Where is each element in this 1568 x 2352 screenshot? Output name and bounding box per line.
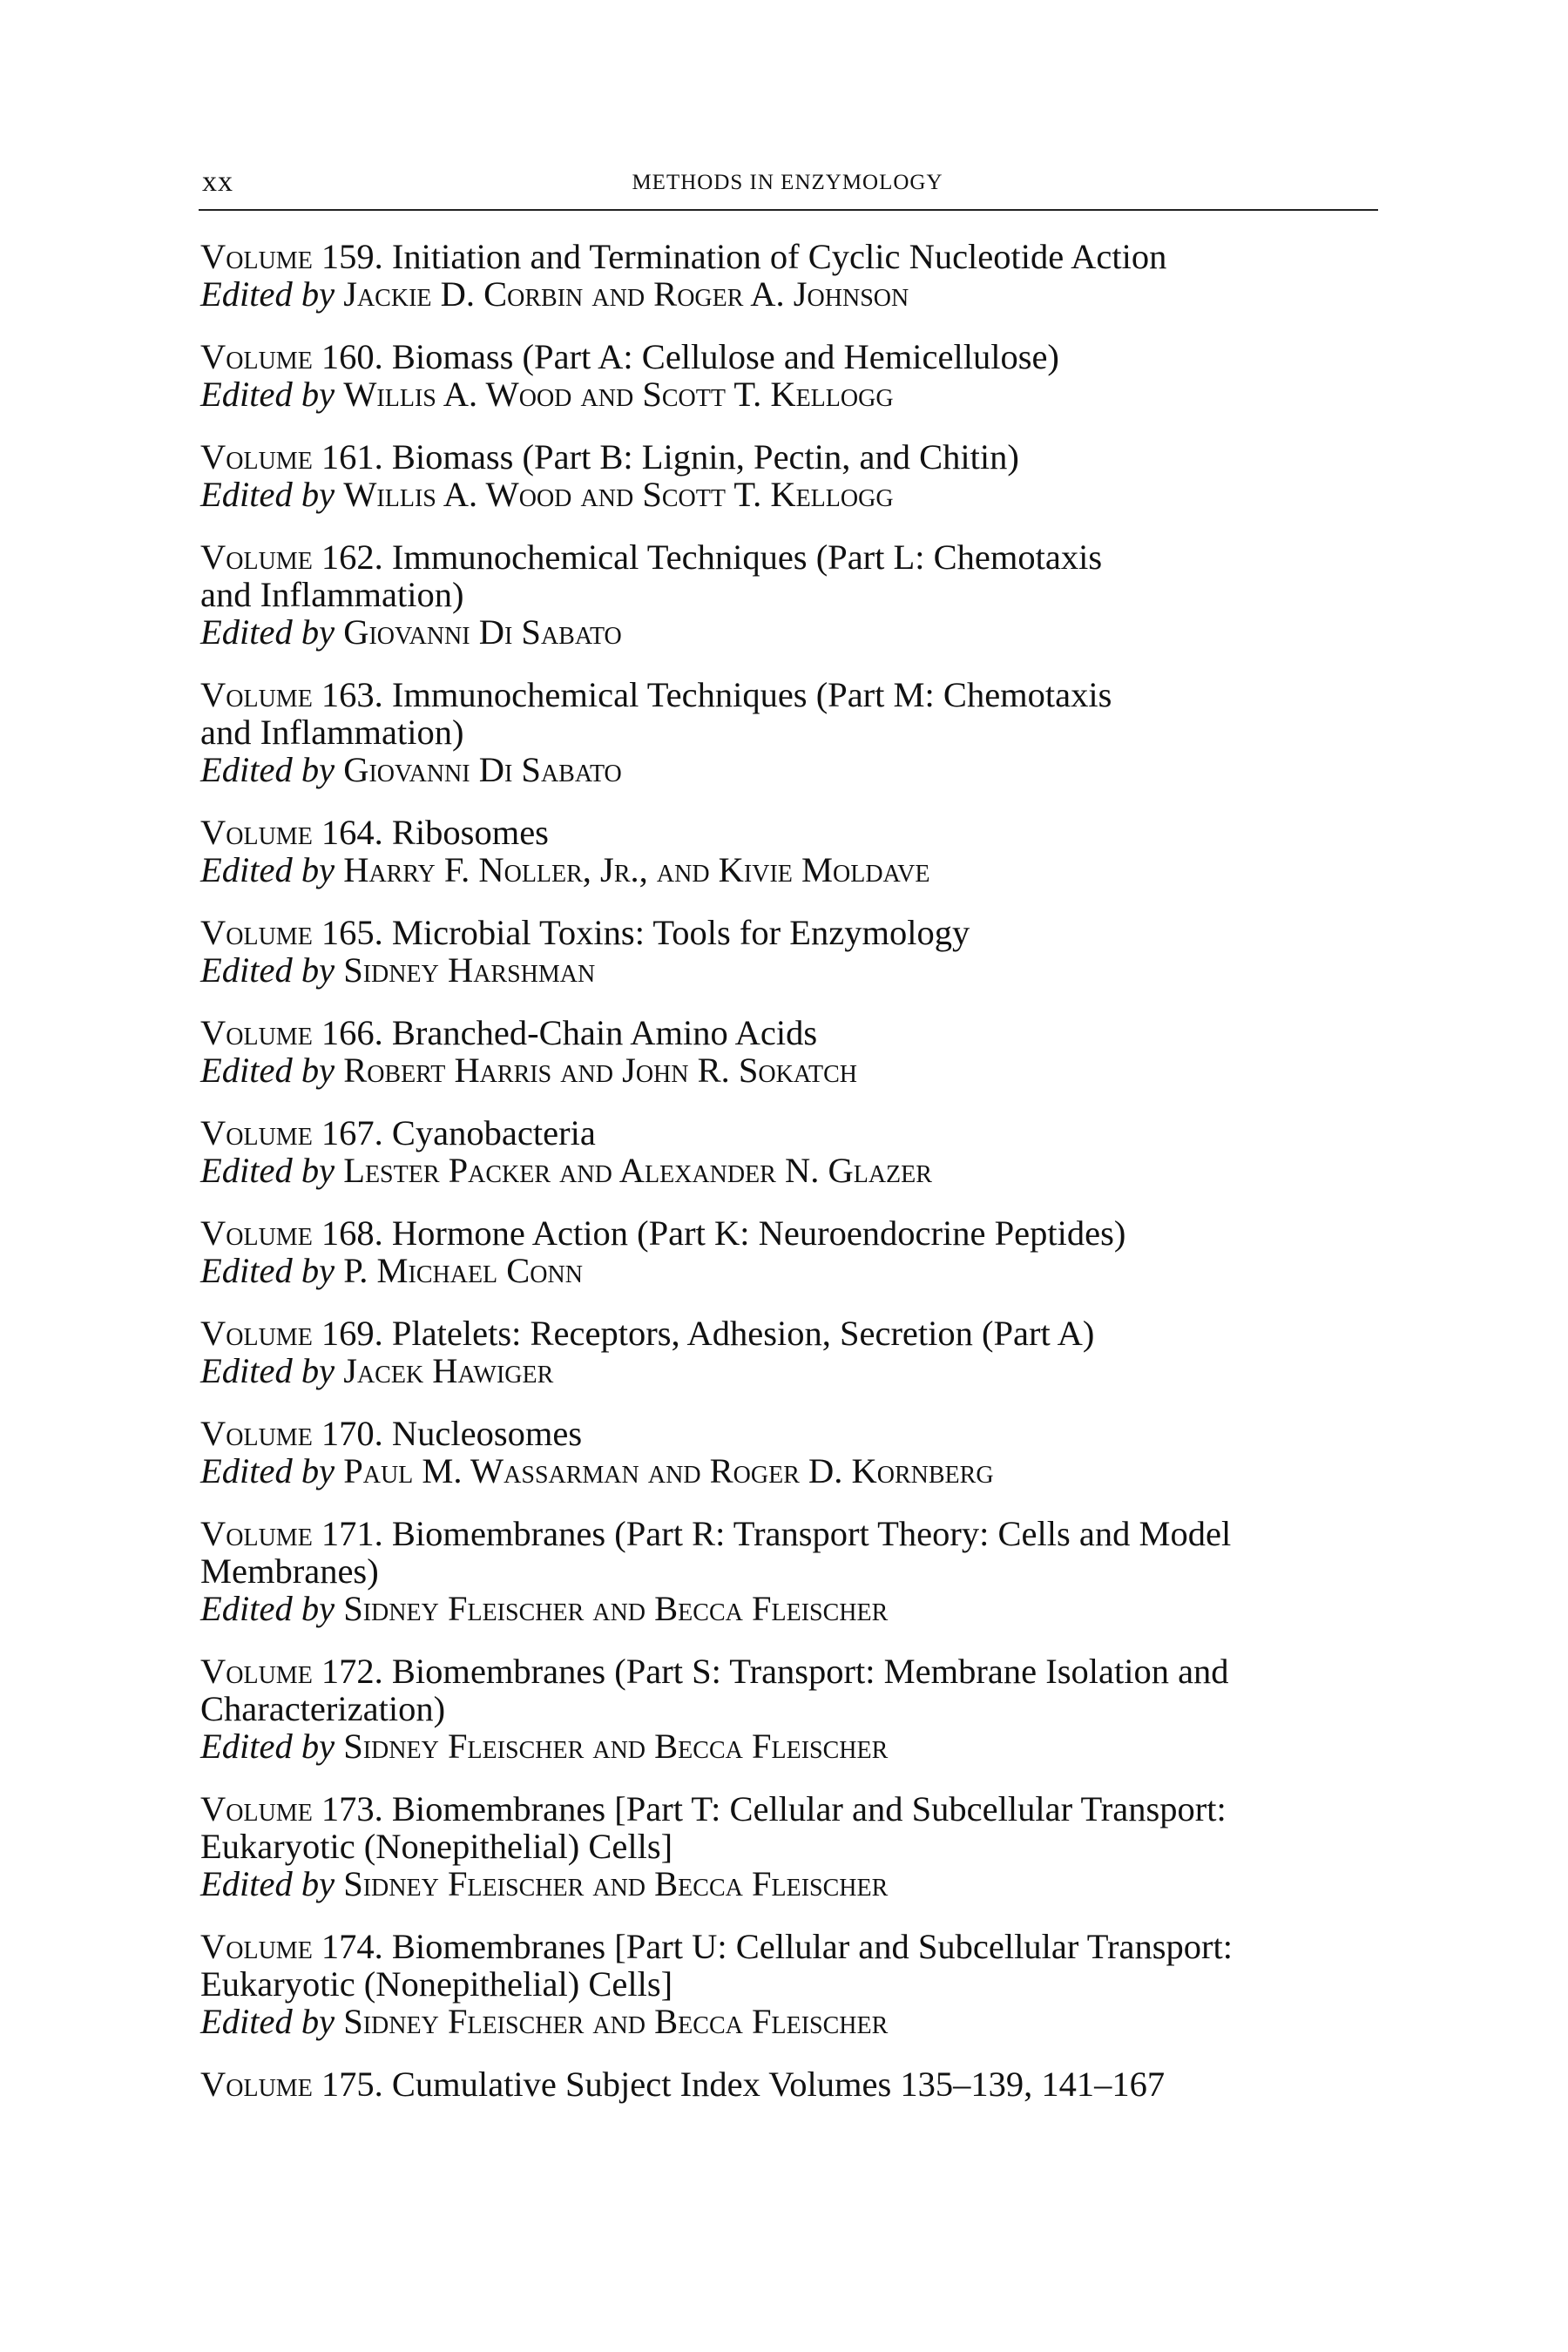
volume-entry [200, 1315, 1376, 1389]
volume-editors-line [200, 275, 1376, 313]
editor-names: Harry F. Noller, Jr., and Kivie Moldave [343, 850, 930, 889]
edited-by-label: Edited by [200, 375, 335, 414]
edited-by-label: Edited by [200, 750, 335, 789]
running-head: METHODS IN ENZYMOLOGY [632, 171, 943, 194]
volume-number-title: 159. Initiation and Termination of Cyclic Nucleotide Action [321, 237, 1167, 276]
volume-title-line [200, 1114, 1376, 1152]
editor-names: Giovanni Di Sabato [343, 750, 622, 789]
volume-label: Volume [200, 1514, 313, 1553]
volume-label: Volume [200, 1314, 313, 1353]
page-number: xx [202, 166, 233, 198]
volume-label: Volume [200, 537, 313, 577]
volume-title-line [200, 676, 1376, 713]
editor-names: Sidney Fleischer and Becca Fleischer [343, 2002, 889, 2041]
volume-title-continuation: Eukaryotic (Nonepithelial) Cells] [200, 1827, 673, 1866]
volume-number-title: 173. Biomembranes [Part T: Cellular and Subcellular Transport: [321, 1789, 1227, 1828]
volume-label: Volume [200, 1213, 313, 1253]
volume-editors-line [200, 851, 1376, 889]
volume-number-title: 162. Immunochemical Techniques (Part L: Chemotaxis [321, 537, 1103, 577]
volume-title-continuation: Eukaryotic (Nonepithelial) Cells] [200, 1964, 673, 2004]
edited-by-label: Edited by [200, 2002, 335, 2041]
editor-names: Willis A. Wood and Scott T. Kellogg [343, 375, 894, 414]
edited-by-label: Edited by [200, 1151, 335, 1190]
volume-label: Volume [200, 237, 313, 276]
edited-by-label: Edited by [200, 950, 335, 990]
volume-number-title: 167. Cyanobacteria [321, 1113, 596, 1152]
volume-title-line [200, 538, 1376, 576]
volume-entry [200, 1928, 1376, 2040]
volume-title-continuation: Characterization) [200, 1689, 446, 1728]
volume-editors-line [200, 613, 1376, 651]
editor-names: Jacek Hawiger [343, 1351, 554, 1390]
volume-editors-line [200, 1865, 1376, 1903]
volume-editors-line [200, 375, 1376, 413]
volume-label: Volume [200, 1789, 313, 1828]
volume-entry [200, 814, 1376, 889]
volume-editors-line [200, 1590, 1376, 1627]
volume-title-line [200, 1415, 1376, 1452]
editor-names: Sidney Fleischer and Becca Fleischer [343, 1589, 889, 1628]
volume-number-title: 170. Nucleosomes [321, 1414, 583, 1453]
volume-editors-line [200, 1352, 1376, 1389]
editor-names: Paul M. Wassarman and Roger D. Kornberg [343, 1451, 994, 1490]
edited-by-label: Edited by [200, 475, 335, 514]
volume-number-title: 163. Immunochemical Techniques (Part M: Chemotaxis [321, 675, 1112, 714]
volume-title-continuation: and Inflammation) [200, 713, 464, 752]
page-header [199, 164, 1376, 200]
volume-title-line [200, 1652, 1376, 1690]
volume-entry [200, 1014, 1376, 1089]
volume-label: Volume [200, 437, 313, 476]
volume-title-line [200, 1014, 1376, 1051]
volume-entry [200, 1515, 1376, 1627]
volume-number-title: 175. Cumulative Subject Index Volumes 135–139, 141–167 [321, 2065, 1166, 2104]
edited-by-label: Edited by [200, 274, 335, 314]
volume-label: Volume [200, 1013, 313, 1052]
volume-editors-line [200, 1051, 1376, 1089]
edited-by-label: Edited by [200, 850, 335, 889]
volume-entry [200, 238, 1376, 313]
volume-title-line [200, 1790, 1376, 1828]
header-rule [199, 209, 1378, 211]
edited-by-label: Edited by [200, 1251, 335, 1290]
edited-by-label: Edited by [200, 1864, 335, 1903]
volume-title-continuation: and Inflammation) [200, 575, 464, 614]
volume-title-line [200, 814, 1376, 851]
volume-label: Volume [200, 1414, 313, 1453]
volume-entry [200, 438, 1376, 513]
volume-title-line [200, 338, 1376, 375]
volume-editors-line [200, 751, 1376, 788]
volume-title-line [200, 1515, 1376, 1552]
editor-names: Sidney Fleischer and Becca Fleischer [343, 1727, 889, 1766]
volume-list [200, 238, 1376, 2128]
volume-entry [200, 1790, 1376, 1903]
edited-by-label: Edited by [200, 1451, 335, 1490]
volume-entry [200, 914, 1376, 989]
editor-names: Giovanni Di Sabato [343, 612, 622, 652]
volume-number-title: 168. Hormone Action (Part K: Neuroendocrine Peptides) [321, 1213, 1126, 1253]
volume-editors-line [200, 951, 1376, 989]
volume-label: Volume [200, 1113, 313, 1152]
volume-editors-line [200, 1152, 1376, 1189]
edited-by-label: Edited by [200, 1351, 335, 1390]
volume-number-title: 174. Biomembranes [Part U: Cellular and Subcellular Transport: [321, 1927, 1233, 1966]
edited-by-label: Edited by [200, 1589, 335, 1628]
volume-editors-line [200, 1452, 1376, 1490]
editor-names: Jackie D. Corbin and Roger A. Johnson [343, 274, 909, 314]
volume-label: Volume [200, 813, 313, 852]
volume-title-continuation: Membranes) [200, 1551, 379, 1591]
volume-entry [200, 1415, 1376, 1490]
volume-entry [200, 1214, 1376, 1289]
edited-by-label: Edited by [200, 1051, 335, 1090]
volume-editors-line [200, 476, 1376, 513]
volume-title-line [200, 914, 1376, 951]
volume-number-title: 160. Biomass (Part A: Cellulose and Hemicellulose) [321, 337, 1059, 376]
volume-number-title: 166. Branched-Chain Amino Acids [321, 1013, 818, 1052]
editor-names: Sidney Harshman [343, 950, 596, 990]
volume-entry [200, 676, 1376, 788]
volume-number-title: 169. Platelets: Receptors, Adhesion, Secretion (Part A) [321, 1314, 1095, 1353]
volume-number-title: 164. Ribosomes [321, 813, 549, 852]
edited-by-label: Edited by [200, 612, 335, 652]
volume-entry [200, 338, 1376, 413]
editor-names: Sidney Fleischer and Becca Fleischer [343, 1864, 889, 1903]
volume-label: Volume [200, 1652, 313, 1691]
editor-names: P. Michael Conn [343, 1251, 583, 1290]
volume-number-title: 172. Biomembranes (Part S: Transport: Membrane Isolation and [321, 1652, 1229, 1691]
volume-label: Volume [200, 913, 313, 952]
volume-title-line [200, 438, 1376, 476]
editor-names: Lester Packer and Alexander N. Glazer [343, 1151, 932, 1190]
volume-title-line [200, 1928, 1376, 1965]
volume-title-line [200, 238, 1376, 275]
volume-number-title: 165. Microbial Toxins: Tools for Enzymology [321, 913, 970, 952]
volume-label: Volume [200, 337, 313, 376]
volume-editors-line [200, 1252, 1376, 1289]
volume-editors-line [200, 1727, 1376, 1765]
volume-number-title: 161. Biomass (Part B: Lignin, Pectin, and Chitin) [321, 437, 1019, 476]
volume-entry [200, 2065, 1376, 2103]
volume-title-line [200, 2065, 1376, 2103]
volume-number-title: 171. Biomembranes (Part R: Transport Theory: Cells and Model [321, 1514, 1232, 1553]
volume-title-line [200, 1315, 1376, 1352]
volume-editors-line [200, 2003, 1376, 2040]
editor-names: Robert Harris and John R. Sokatch [343, 1051, 857, 1090]
editor-names: Willis A. Wood and Scott T. Kellogg [343, 475, 894, 514]
volume-entry [200, 1114, 1376, 1189]
volume-label: Volume [200, 2065, 313, 2104]
volume-entry [200, 538, 1376, 651]
volume-entry [200, 1652, 1376, 1765]
volume-label: Volume [200, 675, 313, 714]
edited-by-label: Edited by [200, 1727, 335, 1766]
volume-title-line [200, 1214, 1376, 1252]
volume-label: Volume [200, 1927, 313, 1966]
